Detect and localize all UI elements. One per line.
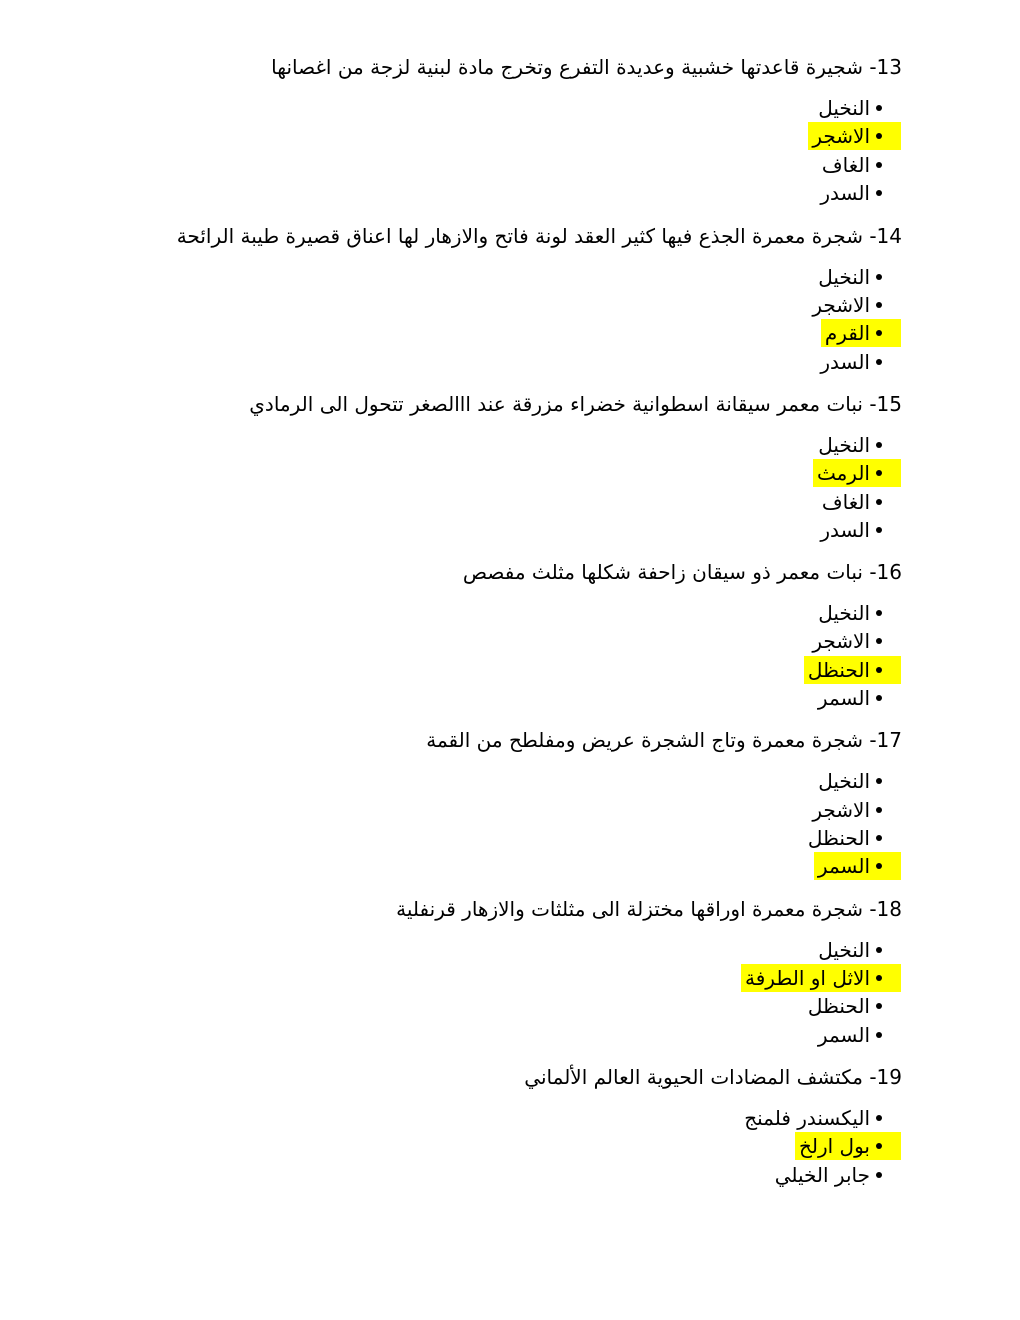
bullet-icon (870, 1161, 901, 1189)
option-item-highlighted (795, 1132, 870, 1160)
bullet-icon (870, 459, 901, 487)
option-item-highlighted (741, 964, 870, 992)
option-item-highlighted (814, 852, 870, 880)
question-19 (524, 1065, 902, 1089)
bullet-icon (870, 627, 901, 655)
question-17 (426, 728, 902, 752)
option-label: النخيل (818, 433, 870, 457)
option-label: السدر (820, 518, 870, 542)
option-item (822, 151, 870, 179)
option-label: الاشجر (812, 629, 870, 653)
question-13 (271, 55, 902, 79)
option-item (818, 263, 870, 291)
option-label: النخيل (818, 96, 870, 120)
option-label: النخيل (818, 265, 870, 289)
option-label: جابر الخيلي (774, 1163, 870, 1187)
bullet-icon (870, 767, 901, 795)
option-label: اليكسندر فلمنج (744, 1106, 870, 1130)
bullet-icon (870, 796, 901, 824)
bullet-icon (870, 291, 901, 319)
option-item (812, 291, 870, 319)
bullet-icon (870, 263, 901, 291)
bullet-icon (870, 684, 901, 712)
bullet-icon (870, 94, 901, 122)
question-text: شجيرة قاعدتها خشبية وعديدة التفرع وتخرج مادة لبنية لزجة من اغصانها (271, 55, 863, 79)
bullet-icon (870, 992, 901, 1020)
question-separator: - (869, 392, 877, 416)
question-number: 15 (876, 392, 902, 416)
option-item (818, 599, 870, 627)
option-item-highlighted (804, 656, 870, 684)
option-item (820, 179, 870, 207)
question-number: 13 (876, 55, 902, 79)
bullet-icon (870, 516, 901, 544)
question-text: شجرة معمرة الجذع فيها كثير العقد لونة فاتح والازهار لها اعناق قصيرة طيبة الرائحة (176, 224, 863, 248)
option-label: الاشجر (812, 124, 870, 148)
option-label: الحنظل (807, 826, 870, 850)
option-item-highlighted (821, 319, 870, 347)
question-text: نبات معمر ذو سيقان زاحفة شكلها مثلث مفصص (462, 560, 863, 584)
option-label: الغاف (821, 490, 870, 514)
option-label: الاثل او الطرفة (745, 966, 870, 990)
option-label: السمر (817, 854, 870, 878)
bullet-icon (870, 599, 901, 627)
option-item (775, 1161, 870, 1189)
question-text: شجرة معمرة وتاج الشجرة عريض ومفلطح من القمة (426, 728, 863, 752)
question-separator: - (869, 55, 877, 79)
question-separator: - (869, 560, 877, 584)
question-number: 16 (876, 560, 902, 584)
question-separator: - (869, 728, 877, 752)
question-text: نبات معمر سيقانة اسطوانية خضراء مزرقة عند ااالصغر تتحول الى الرمادي (249, 392, 863, 416)
option-item (808, 992, 870, 1020)
option-item (818, 684, 870, 712)
option-label: السمر (817, 1023, 870, 1047)
bullet-icon (870, 348, 901, 376)
option-item (818, 94, 870, 122)
bullet-icon (870, 824, 901, 852)
option-label: بول ارلخ (798, 1134, 870, 1158)
option-item (818, 431, 870, 459)
option-item (818, 1021, 870, 1049)
bullet-icon (870, 1021, 901, 1049)
option-item (818, 767, 870, 795)
option-label: النخيل (818, 938, 870, 962)
option-label: السدر (820, 181, 870, 205)
bullet-icon (870, 488, 901, 516)
option-label: النخيل (818, 601, 870, 625)
option-item (822, 488, 870, 516)
question-14 (177, 224, 902, 248)
question-number: 19 (876, 1065, 902, 1089)
question-text: مكتشف المضادات الحيوية العالم الألماني (524, 1065, 863, 1089)
bullet-icon (870, 319, 901, 347)
bullet-icon (870, 656, 901, 684)
bullet-icon (870, 964, 901, 992)
bullet-icon (870, 122, 901, 150)
question-15 (249, 392, 902, 416)
option-item (812, 627, 870, 655)
option-item-highlighted (808, 122, 870, 150)
question-number: 17 (876, 728, 902, 752)
question-separator: - (869, 1065, 877, 1089)
option-item (820, 348, 870, 376)
option-item (820, 516, 870, 544)
bullet-icon (870, 431, 901, 459)
option-item (808, 824, 870, 852)
option-item (744, 1104, 870, 1132)
option-label: القرم (824, 321, 870, 345)
question-separator: - (869, 897, 877, 921)
option-label: الاشجر (812, 798, 870, 822)
bullet-icon (870, 179, 901, 207)
option-item (812, 796, 870, 824)
bullet-icon (870, 1104, 901, 1132)
question-text: شجرة معمرة اوراقها مختزلة الى مثلثات والازهار قرنفلية (396, 897, 863, 921)
option-label: الرمث (816, 461, 870, 485)
question-18 (396, 897, 902, 921)
question-16 (463, 560, 902, 584)
option-label: السدر (820, 350, 870, 374)
option-label: الاشجر (812, 293, 870, 317)
question-number: 18 (876, 897, 902, 921)
bullet-icon (870, 852, 901, 880)
option-label: السمر (817, 686, 870, 710)
option-item-highlighted (813, 459, 870, 487)
option-label: الحنظل (807, 658, 870, 682)
option-item (818, 936, 870, 964)
bullet-icon (870, 1132, 901, 1160)
bullet-icon (870, 936, 901, 964)
option-label: النخيل (818, 769, 870, 793)
bullet-icon (870, 151, 901, 179)
question-number: 14 (876, 224, 902, 248)
question-separator: - (869, 224, 877, 248)
option-label: الغاف (821, 153, 870, 177)
option-label: الحنظل (807, 994, 870, 1018)
